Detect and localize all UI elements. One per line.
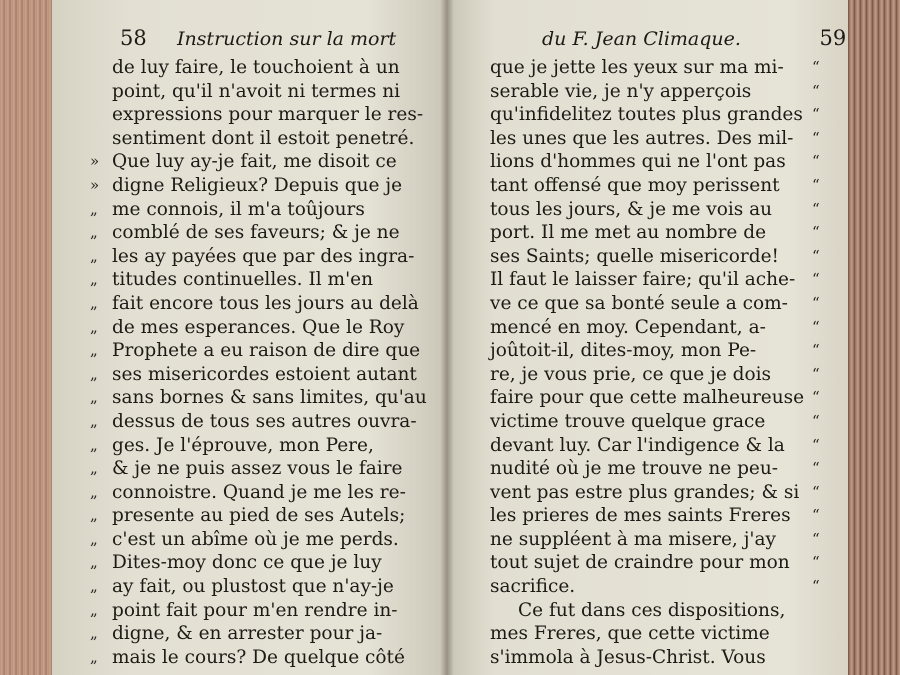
line-text: presente au pied de ses Autels; <box>112 505 406 527</box>
text-line <box>90 622 427 646</box>
line-text: comblé de ses faveurs; & je ne <box>112 222 400 244</box>
text-line <box>90 221 427 245</box>
line-text: ne suppléent à ma misere, j'ay <box>490 528 777 550</box>
text-line <box>90 410 427 434</box>
line-text: ses Saints; quelle misericorde! <box>490 245 779 267</box>
quotation-mark: “ <box>812 553 820 572</box>
quotation-mark: „ <box>90 199 98 218</box>
line-text: re, je vous prie, ce que je dois <box>490 363 772 385</box>
line-text: mencé en moy. Cependant, a- <box>490 316 766 338</box>
quotation-mark: “ <box>812 364 820 383</box>
book-fore-edge-right <box>848 0 900 675</box>
text-line <box>90 599 427 623</box>
text-line <box>490 292 820 316</box>
right-page-number: 59 <box>819 26 847 50</box>
text-line <box>490 528 820 552</box>
quotation-mark: “ <box>812 81 820 100</box>
line-text: vent pas estre plus grandes; & si <box>490 481 800 503</box>
line-text: Que luy ay-je fait, me disoit ce <box>112 151 397 173</box>
quotation-mark: “ <box>812 435 820 454</box>
line-text: fait encore tous les jours au delà <box>112 292 419 314</box>
line-text: les unes que les autres. Des mil- <box>490 127 794 149</box>
quotation-mark: „ <box>90 506 98 525</box>
text-line <box>490 245 820 269</box>
text-line <box>490 363 820 387</box>
text-line <box>90 646 427 670</box>
right-page-header <box>542 26 846 50</box>
quotation-mark: “ <box>812 152 820 171</box>
text-line <box>490 551 820 575</box>
quotation-mark: „ <box>90 223 98 242</box>
line-text: ay fait, ou plustost que n'ay-je <box>112 576 394 598</box>
quotation-mark: “ <box>812 577 820 596</box>
text-line <box>90 174 427 198</box>
text-line <box>90 268 427 292</box>
text-line <box>490 268 820 292</box>
line-text: connoistre. Quand je me les re- <box>112 481 406 503</box>
text-line <box>90 245 427 269</box>
quotation-mark: “ <box>812 482 820 501</box>
line-text: devant luy. Car l'indigence & la <box>490 434 785 456</box>
quotation-mark: “ <box>812 459 820 478</box>
text-line <box>90 528 427 552</box>
line-text: Prophete a eu raison de dire que <box>112 340 421 362</box>
text-line <box>90 339 427 363</box>
line-text: sans bornes & sans limites, qu'au <box>112 387 427 409</box>
text-line <box>90 504 427 528</box>
quotation-mark: „ <box>90 270 98 289</box>
quotation-mark: “ <box>812 529 820 548</box>
line-text: Ce fut dans ces dispositions, <box>518 599 786 621</box>
line-text: tout sujet de craindre pour mon <box>490 552 790 574</box>
line-text: point, qu'il n'avoit ni termes ni <box>112 80 401 102</box>
quotation-mark: „ <box>90 624 98 643</box>
line-text: digne, & en arrester pour ja- <box>112 623 383 645</box>
line-text: serable vie, je n'y apperçois <box>490 80 752 102</box>
quotation-mark: „ <box>90 364 98 383</box>
text-line <box>490 80 820 104</box>
quotation-mark: “ <box>812 223 820 242</box>
book-gutter <box>440 0 454 675</box>
right-running-head: du F. Jean Climaque. <box>542 28 741 50</box>
quotation-mark: „ <box>90 246 98 265</box>
quotation-mark: „ <box>90 600 98 619</box>
text-line <box>112 56 427 80</box>
right-page-text <box>490 56 820 669</box>
quotation-mark: „ <box>90 647 98 666</box>
text-line <box>490 339 820 363</box>
quotation-mark: “ <box>812 388 820 407</box>
text-line <box>490 174 820 198</box>
line-text: c'est un abîme où je me perds. <box>112 528 399 550</box>
right-page <box>446 0 850 675</box>
quotation-mark: “ <box>812 317 820 336</box>
line-text: sentiment dont il estoit penetré. <box>112 127 415 149</box>
text-line <box>90 292 427 316</box>
text-line <box>112 103 427 127</box>
line-text: mais le cours? De quelque côté <box>112 646 405 668</box>
line-text: dessus de tous ses autres ouvra- <box>112 410 417 432</box>
line-text: me connois, il m'a toûjours <box>112 198 365 220</box>
quotation-mark: „ <box>90 317 98 336</box>
text-line <box>90 551 427 575</box>
text-line <box>490 599 804 623</box>
text-line <box>490 646 804 670</box>
text-line <box>490 198 820 222</box>
quotation-mark: “ <box>812 270 820 289</box>
text-line <box>490 504 820 528</box>
quotation-mark: „ <box>90 529 98 548</box>
line-text: faire pour que cette malheureuse <box>490 387 805 409</box>
line-text: ges. Je l'éprouve, mon Pere, <box>112 434 374 456</box>
line-text: sacrifice. <box>490 576 576 598</box>
text-line <box>90 316 427 340</box>
quotation-mark: “ <box>812 128 820 147</box>
text-line <box>490 127 820 151</box>
text-line <box>112 80 427 104</box>
line-text: Dites-moy donc ce que je luy <box>112 552 382 574</box>
line-text: ve ce que sa bonté seule a com- <box>490 292 788 314</box>
line-text: les ay payées que par des ingra- <box>112 245 415 267</box>
quotation-mark: “ <box>812 246 820 265</box>
line-text: expressions pour marquer le res- <box>112 104 424 126</box>
text-line <box>490 386 820 410</box>
quotation-mark: “ <box>812 175 820 194</box>
text-line <box>112 127 427 151</box>
quotation-mark: „ <box>90 341 98 360</box>
line-text: ses misericordes estoient autant <box>112 363 417 385</box>
text-line <box>90 434 427 458</box>
text-line <box>490 410 820 434</box>
line-text: digne Religieux? Depuis que je <box>112 174 403 196</box>
text-line <box>90 150 427 174</box>
quotation-mark: “ <box>812 411 820 430</box>
quotation-mark: » <box>90 152 100 171</box>
text-line <box>490 434 820 458</box>
line-text: point fait pour m'en rendre in- <box>112 599 398 621</box>
line-text: de mes esperances. Que le Roy <box>112 316 405 338</box>
quotation-mark: “ <box>812 293 820 312</box>
text-line <box>490 575 820 599</box>
quotation-mark: » <box>90 175 100 194</box>
quotation-mark: „ <box>90 411 98 430</box>
quotation-mark: „ <box>90 577 98 596</box>
left-page-number: 58 <box>120 26 147 50</box>
book-fore-edge-left <box>0 0 58 675</box>
quotation-mark: “ <box>812 341 820 360</box>
left-running-head: Instruction sur la mort <box>176 28 397 50</box>
quotation-mark: „ <box>90 553 98 572</box>
text-line <box>90 457 427 481</box>
line-text: qu'infidelitez toutes plus grandes <box>490 104 803 126</box>
quotation-mark: “ <box>812 199 820 218</box>
text-line <box>490 103 820 127</box>
line-text: titudes continuelles. Il m'en <box>112 269 374 291</box>
quotation-mark: “ <box>812 506 820 525</box>
line-text: que je jette les yeux sur ma mi- <box>490 57 784 78</box>
text-line <box>490 150 820 174</box>
quotation-mark: “ <box>812 58 820 76</box>
quotation-mark: „ <box>90 459 98 478</box>
line-text: mes Freres, que cette victime <box>490 623 770 645</box>
line-text: les prieres de mes saints Freres <box>490 505 791 527</box>
quotation-mark: „ <box>90 293 98 312</box>
text-line <box>90 575 427 599</box>
line-text: lions d'hommes qui ne l'ont pas <box>490 151 786 173</box>
quotation-mark: „ <box>90 435 98 454</box>
left-page <box>52 0 446 675</box>
text-line <box>90 198 427 222</box>
text-line <box>490 56 820 80</box>
text-line <box>90 386 427 410</box>
quotation-mark: „ <box>90 388 98 407</box>
line-text: tant offensé que moy perissent <box>490 174 780 196</box>
text-line <box>490 457 820 481</box>
line-text: de luy faire, le touchoient à un <box>112 57 400 78</box>
text-line <box>490 622 804 646</box>
text-line <box>490 221 820 245</box>
left-page-header <box>120 26 396 50</box>
line-text: victime trouve quelque grace <box>490 410 766 432</box>
line-text: joûtoit-il, dites-moy, mon Pe- <box>490 340 757 362</box>
quotation-mark: “ <box>812 105 820 124</box>
text-line <box>490 316 820 340</box>
line-text: tous les jours, & je me vois au <box>490 198 773 220</box>
line-text: nudité où je me trouve ne peu- <box>490 458 779 480</box>
line-text: Il faut le laisser faire; qu'il ache- <box>490 269 796 291</box>
text-line <box>90 481 427 505</box>
text-line <box>490 481 820 505</box>
text-line <box>90 363 427 387</box>
left-page-text <box>90 56 427 669</box>
quotation-mark: „ <box>90 482 98 501</box>
line-text: s'immola à Jesus-Christ. Vous <box>490 646 766 668</box>
line-text: & je ne puis assez vous le faire <box>112 458 403 480</box>
line-text: port. Il me met au nombre de <box>490 222 767 244</box>
